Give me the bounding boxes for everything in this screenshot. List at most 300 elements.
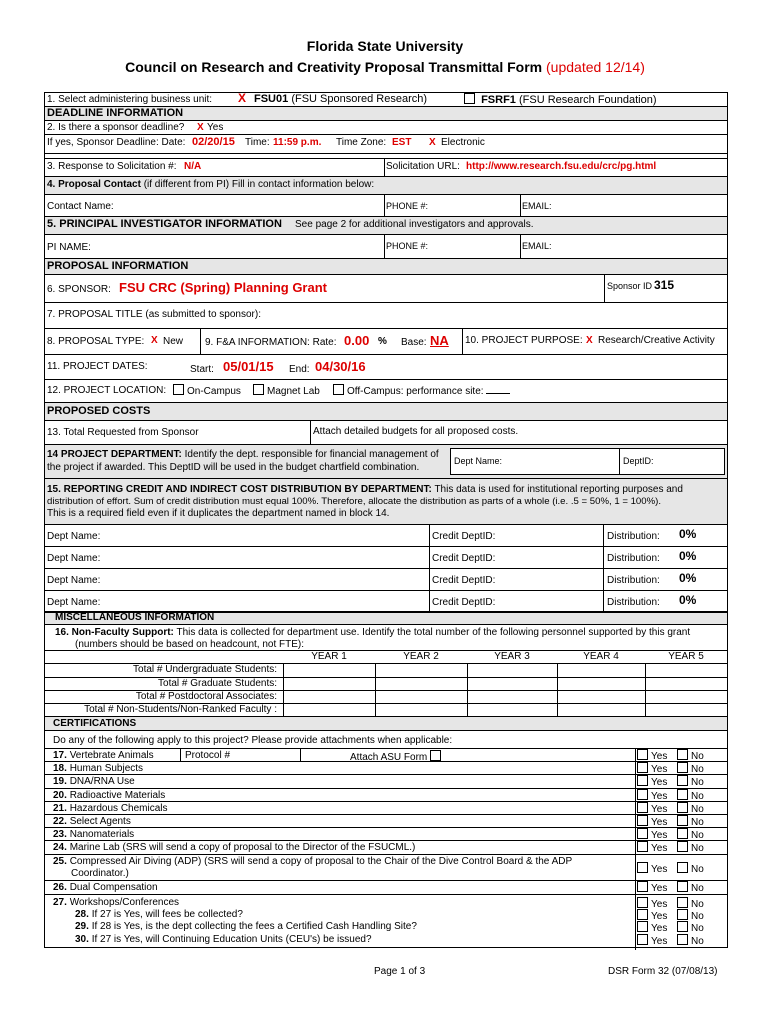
cert-yes-checkbox[interactable] <box>637 775 648 786</box>
dept-line1 <box>47 449 439 460</box>
sub-no-option[interactable] <box>677 921 704 934</box>
q26-text: Dual Compensation <box>69 881 158 893</box>
deadline-time-value[interactable]: 11:59 p.m. <box>273 137 322 148</box>
dist-row <box>44 546 728 568</box>
q27-yes-label: Yes <box>651 898 668 910</box>
dist-distribution-label: Distribution: <box>607 553 660 564</box>
q27-no-checkbox[interactable] <box>677 897 688 908</box>
cert-yes-label: Yes <box>651 764 668 776</box>
sponsor-label: 6. SPONSOR: <box>47 284 111 295</box>
pi-email-label[interactable]: EMAIL: <box>522 241 552 251</box>
personnel-label: Total # Non-Students/Non-Ranked Faculty : <box>84 704 277 715</box>
cert-yes-option[interactable] <box>637 802 667 815</box>
sub-yes-label: Yes <box>651 935 668 947</box>
cert-yes-option[interactable] <box>637 789 667 802</box>
fa-pct: % <box>378 336 387 347</box>
cert-yes-option[interactable] <box>637 841 667 854</box>
sub-question-text: If 28 is Yes, is the dept collecting the fees a Certified Cash Handling Site? <box>91 921 417 933</box>
personnel-row <box>45 703 727 717</box>
sponsor-id-value[interactable]: 315 <box>654 278 675 292</box>
proposal-title-label[interactable]: 7. PROPOSAL TITLE (as submitted to sponsor): <box>47 309 261 320</box>
cert-no-option[interactable] <box>677 828 704 841</box>
divider <box>603 569 604 590</box>
contact-name-label[interactable]: Contact Name: <box>47 201 114 212</box>
type-label: 8. PROPOSAL TYPE: <box>47 336 145 347</box>
loc-off-blank[interactable] <box>486 393 510 394</box>
row-dept <box>44 444 728 478</box>
dist-dept-label[interactable]: Dept Name: <box>47 553 101 564</box>
sub-no-checkbox[interactable] <box>677 921 688 932</box>
cert-no-checkbox[interactable] <box>677 762 688 773</box>
pi-phone-label[interactable]: PHONE #: <box>386 241 429 251</box>
sub-yes-checkbox[interactable] <box>637 934 648 945</box>
q27-label <box>53 897 179 908</box>
sub-yes-checkbox[interactable] <box>637 909 648 920</box>
dist-percent[interactable]: 0% <box>679 593 697 607</box>
cert-yes-label: Yes <box>651 843 668 855</box>
attach-asu-checkbox[interactable] <box>430 750 441 761</box>
cert-number: 18. <box>53 763 67 775</box>
row-q4 <box>44 176 728 194</box>
q26-yes-checkbox[interactable] <box>637 881 648 892</box>
q27-text: Workshops/Conferences <box>69 896 179 908</box>
q25-no-label: No <box>691 863 704 875</box>
fsrf1-code: FSRF1 <box>481 94 516 106</box>
dept-name-field[interactable] <box>450 448 620 475</box>
cert-yes-checkbox[interactable] <box>637 815 648 826</box>
sub-no-checkbox[interactable] <box>677 909 688 920</box>
cert-text: Select Agents <box>69 816 131 827</box>
row-q3 <box>44 158 728 176</box>
divider <box>635 881 636 894</box>
sub-yes-option[interactable] <box>637 909 667 922</box>
personnel-row <box>45 677 727 691</box>
type-mark[interactable]: X <box>151 335 158 346</box>
year-header: YEAR 5 <box>668 651 704 662</box>
deadline-date-label: If yes, Sponsor Deadline: Date: <box>47 137 186 148</box>
q2-mark[interactable]: X <box>197 122 204 133</box>
location-label: 12. PROJECT LOCATION: <box>47 385 167 396</box>
sub-yes-label: Yes <box>651 923 668 935</box>
row-total <box>44 420 728 444</box>
loc-off-option[interactable] <box>333 384 510 397</box>
divider <box>635 789 636 802</box>
q25-number: 25. <box>53 855 67 867</box>
dates-label: 11. PROJECT DATES: <box>47 361 148 372</box>
cert-no-option[interactable] <box>677 802 704 815</box>
cert-label <box>53 763 143 774</box>
contact-phone-label[interactable]: PHONE #: <box>386 201 429 211</box>
cert-yes-label: Yes <box>651 803 668 815</box>
certs-box <box>44 730 728 948</box>
sub-yes-option[interactable] <box>637 921 667 934</box>
dist-percent[interactable]: 0% <box>679 571 697 585</box>
attach-budget-label: Attach detailed budgets for all proposed costs. <box>313 426 519 437</box>
dist-percent[interactable]: 0% <box>679 549 697 563</box>
personnel-cell[interactable] <box>646 664 727 677</box>
cert-no-label: No <box>691 790 704 802</box>
cert-no-checkbox[interactable] <box>677 815 688 826</box>
credit-text1: This data is used for institutional reporting purposes and <box>434 484 683 495</box>
cert-no-checkbox[interactable] <box>677 841 688 852</box>
row-contact <box>44 194 728 216</box>
sub-question-row <box>45 909 727 921</box>
cert-yes-checkbox[interactable] <box>637 789 648 800</box>
fa-label: 9. F&A INFORMATION: Rate: <box>205 337 337 348</box>
cert-label <box>53 803 168 814</box>
dist-dept-label[interactable]: Dept Name: <box>47 531 101 542</box>
sub-question-label <box>75 934 372 945</box>
dist-dept-label[interactable]: Dept Name: <box>47 575 101 586</box>
cert-no-checkbox[interactable] <box>677 789 688 800</box>
sub-no-label: No <box>691 923 704 935</box>
fsrf1-checkbox[interactable] <box>464 93 475 104</box>
divider <box>429 525 430 546</box>
purpose-mark[interactable]: X <box>586 335 593 346</box>
row-location <box>44 379 728 402</box>
cert-row <box>45 788 727 802</box>
sub-question-row <box>45 921 727 933</box>
q25-yes-checkbox[interactable] <box>637 862 648 873</box>
url-value[interactable]: http://www.research.fsu.edu/crc/pg.html <box>466 161 657 172</box>
section-costs <box>44 402 728 420</box>
cert-no-option[interactable] <box>677 775 704 788</box>
row-dates <box>44 354 728 379</box>
divider <box>429 591 430 611</box>
cert-row <box>45 814 727 828</box>
divider <box>603 547 604 568</box>
form-number: DSR Form 32 (07/08/13) <box>608 966 718 977</box>
cert-text: Human Subjects <box>69 763 144 775</box>
credit-line1 <box>47 484 683 495</box>
divider <box>635 815 636 828</box>
year-header: YEAR 3 <box>494 651 530 662</box>
dist-credit-label[interactable]: Credit DeptID: <box>432 531 496 542</box>
page-number: Page 1 of 3 <box>374 966 426 977</box>
q26-no-label: No <box>691 882 704 894</box>
cert-text: Vertebrate Animals <box>69 750 154 761</box>
cert-yes-checkbox[interactable] <box>637 749 648 760</box>
fsu01-text: (FSU Sponsored Research) <box>291 93 428 105</box>
cert-number: 21. <box>53 802 67 814</box>
sub-question-row <box>45 934 727 946</box>
q4-label: 4. Proposal Contact <box>47 179 141 190</box>
electronic-label: Electronic <box>441 137 485 148</box>
section-certs <box>44 716 728 730</box>
q26-label <box>53 882 158 893</box>
deadline-tz-label: Time Zone: <box>336 137 387 148</box>
credit-text2: distribution of effort. Sum of credit distribution must equal 100%. Therefore, allocate the distribution as parts of a whole (i.e. .5 = 50%, 1 = 100%). <box>47 496 661 507</box>
row-q2 <box>44 120 728 134</box>
divider <box>603 525 604 546</box>
q27-number: 27. <box>53 896 67 908</box>
loc-on-checkbox[interactable] <box>173 384 184 395</box>
type-value: New <box>163 336 184 347</box>
loc-off-checkbox[interactable] <box>333 384 344 395</box>
cert-no-option[interactable] <box>677 749 704 762</box>
cert-yes-label: Yes <box>651 830 668 842</box>
q25-no-checkbox[interactable] <box>677 862 688 873</box>
q27-no-label: No <box>691 898 704 910</box>
sub-question-number: 30. <box>75 933 89 945</box>
sub-no-option[interactable] <box>677 934 704 947</box>
cert-text: Hazardous Chemicals <box>69 802 168 814</box>
cert-yes-option[interactable] <box>637 815 667 828</box>
url-label: Solicitation URL: <box>386 161 460 172</box>
credit-text3: This is a required field even if it duplicates the department named in block 14. <box>47 508 390 519</box>
dist-credit-label[interactable]: Credit DeptID: <box>432 575 496 586</box>
cert-text: Radioactive Materials <box>69 789 166 801</box>
row-deadline <box>44 134 728 158</box>
cert-number: 20. <box>53 789 67 801</box>
certs-intro: Do any of the following apply to this project? Please provide attachments when applicable: <box>53 735 453 746</box>
divider <box>635 775 636 788</box>
sub-question-text: If 27 is Yes, will fees be collected? <box>91 908 243 920</box>
purpose-value: Research/Creative Activity <box>598 335 715 346</box>
sub-yes-checkbox[interactable] <box>637 921 648 932</box>
divider <box>180 749 181 762</box>
cert-row <box>45 854 727 881</box>
q27-yes-checkbox[interactable] <box>637 897 648 908</box>
divider <box>429 569 430 590</box>
cert-no-checkbox[interactable] <box>677 749 688 760</box>
cert-yes-option[interactable] <box>637 775 667 788</box>
personnel-cell[interactable] <box>284 664 375 677</box>
section-misc <box>44 612 728 624</box>
dept-id-label: DeptID: <box>623 456 654 466</box>
page-title: Florida State University <box>306 38 464 54</box>
electronic-mark[interactable]: X <box>429 137 436 148</box>
q25-no-option[interactable] <box>677 862 704 875</box>
q1-label: 1. Select administering business unit: <box>47 94 213 105</box>
row-type <box>44 328 728 354</box>
loc-magnet-option[interactable] <box>253 384 320 397</box>
personnel-label: Total # Postdoctoral Associates: <box>135 691 277 702</box>
q26-yes-option[interactable] <box>637 881 667 894</box>
cert-yes-checkbox[interactable] <box>637 841 648 852</box>
cert-number: 22. <box>53 816 67 827</box>
divider <box>603 591 604 611</box>
sub-question-label <box>75 921 417 932</box>
row-pi <box>44 234 728 258</box>
cert-no-label: No <box>691 830 704 842</box>
divider <box>635 828 636 841</box>
sub-question-number: 28. <box>75 908 89 920</box>
deadline-date-value[interactable]: 02/20/15 <box>192 136 235 148</box>
q25-text1: Compressed Air Diving (ADP) (SRS will send a copy of proposal to the Chair of the Dive Control Board & the ADP <box>69 855 573 867</box>
cert-yes-option[interactable] <box>637 749 667 762</box>
start-value[interactable]: 05/01/15 <box>223 359 274 374</box>
row-credit <box>44 478 728 524</box>
dist-percent[interactable]: 0% <box>679 527 697 541</box>
total-label[interactable]: 13. Total Requested from Sponsor <box>47 427 199 438</box>
divider <box>635 802 636 815</box>
q25-yes-option[interactable] <box>637 862 667 875</box>
row-business-unit <box>44 92 728 106</box>
cert-yes-label: Yes <box>651 790 668 802</box>
updated-note: (updated 12/14) <box>546 59 645 75</box>
dist-distribution-label: Distribution: <box>607 575 660 586</box>
base-label: Base: <box>401 337 427 348</box>
dist-row <box>44 524 728 546</box>
q16-line1 <box>55 627 690 638</box>
cert-yes-label: Yes <box>651 777 668 789</box>
q3-label: 3. Response to Solicitation #: <box>47 161 177 172</box>
dept-id-field[interactable] <box>620 448 725 475</box>
protocol-label[interactable]: Protocol # <box>185 750 231 761</box>
loc-on-option[interactable] <box>173 384 241 397</box>
q25-text2: Coordinator.) <box>71 867 129 879</box>
cert-yes-option[interactable] <box>637 762 667 775</box>
proposal-heading: PROPOSAL INFORMATION <box>47 260 189 272</box>
pi-note: See page 2 for additional investigators and approvals. <box>295 219 534 230</box>
row-q16 <box>44 624 728 650</box>
cert-row <box>45 761 727 775</box>
year-header: YEAR 2 <box>403 651 439 662</box>
cert-label <box>53 790 165 801</box>
cert-yes-checkbox[interactable] <box>637 802 648 813</box>
personnel-label: Total # Undergraduate Students: <box>133 664 277 675</box>
fsu01-code: FSU01 <box>254 93 289 105</box>
row-title <box>44 302 728 328</box>
cert-yes-label: Yes <box>651 751 668 762</box>
q26-yes-label: Yes <box>651 882 668 894</box>
q16-text1: This data is collected for department use. Identify the total number of the following personnel supported by this grant <box>176 627 691 638</box>
cert-no-label: No <box>691 843 704 855</box>
cert-yes-option[interactable] <box>637 828 667 841</box>
cert-text: Nanomaterials <box>69 829 135 841</box>
fa-rate[interactable]: 0.00 <box>344 333 370 348</box>
cert-row <box>45 774 727 788</box>
q4-heading <box>47 179 374 190</box>
dept-label: 14 PROJECT DEPARTMENT: <box>47 449 182 460</box>
divider <box>635 762 636 775</box>
personnel-row <box>45 690 727 704</box>
sub-no-label: No <box>691 935 704 947</box>
dept-name-label: Dept Name: <box>454 456 503 466</box>
dist-dept-label[interactable]: Dept Name: <box>47 597 101 608</box>
cert-no-label: No <box>691 751 704 762</box>
dept-text2: the project if awarded. This DeptID will be used in the budget chartfield combination. <box>47 462 420 473</box>
sponsor-value[interactable]: FSU CRC (Spring) Planning Grant <box>119 280 327 295</box>
cert-no-checkbox[interactable] <box>677 775 688 786</box>
attach-asu-label: Attach ASU Form <box>350 752 428 763</box>
q2-value: Yes <box>207 122 224 133</box>
year-header: YEAR 4 <box>583 651 619 662</box>
dist-credit-label[interactable]: Credit DeptID: <box>432 553 496 564</box>
cert-no-label: No <box>691 777 704 789</box>
cert-label <box>53 776 135 787</box>
q27-block <box>45 894 727 950</box>
pi-name-label[interactable]: PI NAME: <box>47 242 91 253</box>
divider <box>429 547 430 568</box>
contact-email-label[interactable]: EMAIL: <box>522 201 552 211</box>
q26-no-checkbox[interactable] <box>677 881 688 892</box>
divider <box>635 749 636 762</box>
cert-text: DNA/RNA Use <box>69 776 135 788</box>
personnel-table <box>44 650 728 716</box>
start-label: Start: <box>190 364 214 375</box>
divider <box>635 841 636 854</box>
cert-yes-checkbox[interactable] <box>637 762 648 773</box>
cert-no-checkbox[interactable] <box>677 802 688 813</box>
deadline-heading: DEADLINE INFORMATION <box>47 107 184 119</box>
loc-on-label: On-Campus <box>187 386 241 397</box>
cert-label <box>53 842 415 853</box>
personnel-cell[interactable] <box>468 664 557 677</box>
pi-heading: 5. PRINCIPAL INVESTIGATOR INFORMATION <box>47 218 282 230</box>
personnel-cell[interactable] <box>558 664 645 677</box>
section-pi <box>44 216 728 234</box>
dist-row <box>44 590 728 612</box>
deadline-tz-value[interactable]: EST <box>392 137 412 148</box>
end-value[interactable]: 04/30/16 <box>315 359 366 374</box>
cert-yes-checkbox[interactable] <box>637 828 648 839</box>
sub-question-text: If 27 is Yes, will Continuing Education Units (CEU's) be issued? <box>91 933 372 945</box>
sub-no-label: No <box>691 910 704 922</box>
fsrf1-option[interactable] <box>464 93 657 106</box>
dist-row <box>44 568 728 590</box>
dist-distribution-label: Distribution: <box>607 531 660 542</box>
credit-label: 15. REPORTING CREDIT AND INDIRECT COST DISTRIBUTION BY DEPARTMENT: <box>47 484 432 495</box>
section-proposal <box>44 258 728 274</box>
form-title <box>0 59 770 75</box>
cert-label <box>53 829 134 840</box>
end-label: End: <box>289 364 310 375</box>
cert-no-option[interactable] <box>677 841 704 854</box>
cert-row <box>45 840 727 854</box>
cert-label <box>53 816 131 827</box>
sub-question-label <box>75 909 243 920</box>
base-value[interactable]: NA <box>430 333 449 348</box>
cert-no-checkbox[interactable] <box>677 828 688 839</box>
cert-no-label: No <box>691 764 704 776</box>
personnel-label: Total # Graduate Students: <box>158 678 277 689</box>
q25-yn <box>45 862 727 874</box>
q3-value[interactable]: N/A <box>184 161 202 172</box>
cert-text: Marine Lab (SRS will send a copy of proposal to the Director of the FSUCML.) <box>69 842 416 854</box>
loc-off-label: Off-Campus: performance site: <box>347 386 484 397</box>
fsu01-option[interactable] <box>254 93 427 105</box>
year-header: YEAR 1 <box>311 651 347 662</box>
q16-label: 16. Non-Faculty Support: <box>55 627 174 638</box>
fsrf1-text: (FSU Research Foundation) <box>518 94 657 106</box>
sub-no-checkbox[interactable] <box>677 934 688 945</box>
cert-no-option[interactable] <box>677 815 704 828</box>
q26-no-option[interactable] <box>677 881 704 894</box>
sub-yes-label: Yes <box>651 910 668 922</box>
cert-no-label: No <box>691 817 704 828</box>
form-title-text: Council on Research and Creativity Proposal Transmittal Form <box>125 59 543 75</box>
dept-text1: Identify the dept. responsible for financial management of <box>184 449 439 460</box>
q26-number: 26. <box>53 881 67 893</box>
dist-credit-label[interactable]: Credit DeptID: <box>432 597 496 608</box>
cert-no-label: No <box>691 803 704 815</box>
personnel-cell[interactable] <box>376 664 467 677</box>
loc-magnet-checkbox[interactable] <box>253 384 264 395</box>
cert-row <box>45 801 727 815</box>
fsu01-mark[interactable]: X <box>238 91 247 105</box>
sub-yes-option[interactable] <box>637 934 667 947</box>
sub-question-number: 29. <box>75 921 89 933</box>
cert-row <box>45 827 727 841</box>
misc-heading: MISCELLANEOUS INFORMATION <box>55 612 215 623</box>
purpose-label: 10. PROJECT PURPOSE: <box>465 335 583 346</box>
q25-yes-label: Yes <box>651 863 668 875</box>
cert-no-option[interactable] <box>677 789 704 802</box>
sub-no-option[interactable] <box>677 909 704 922</box>
cert-no-option[interactable] <box>677 762 704 775</box>
